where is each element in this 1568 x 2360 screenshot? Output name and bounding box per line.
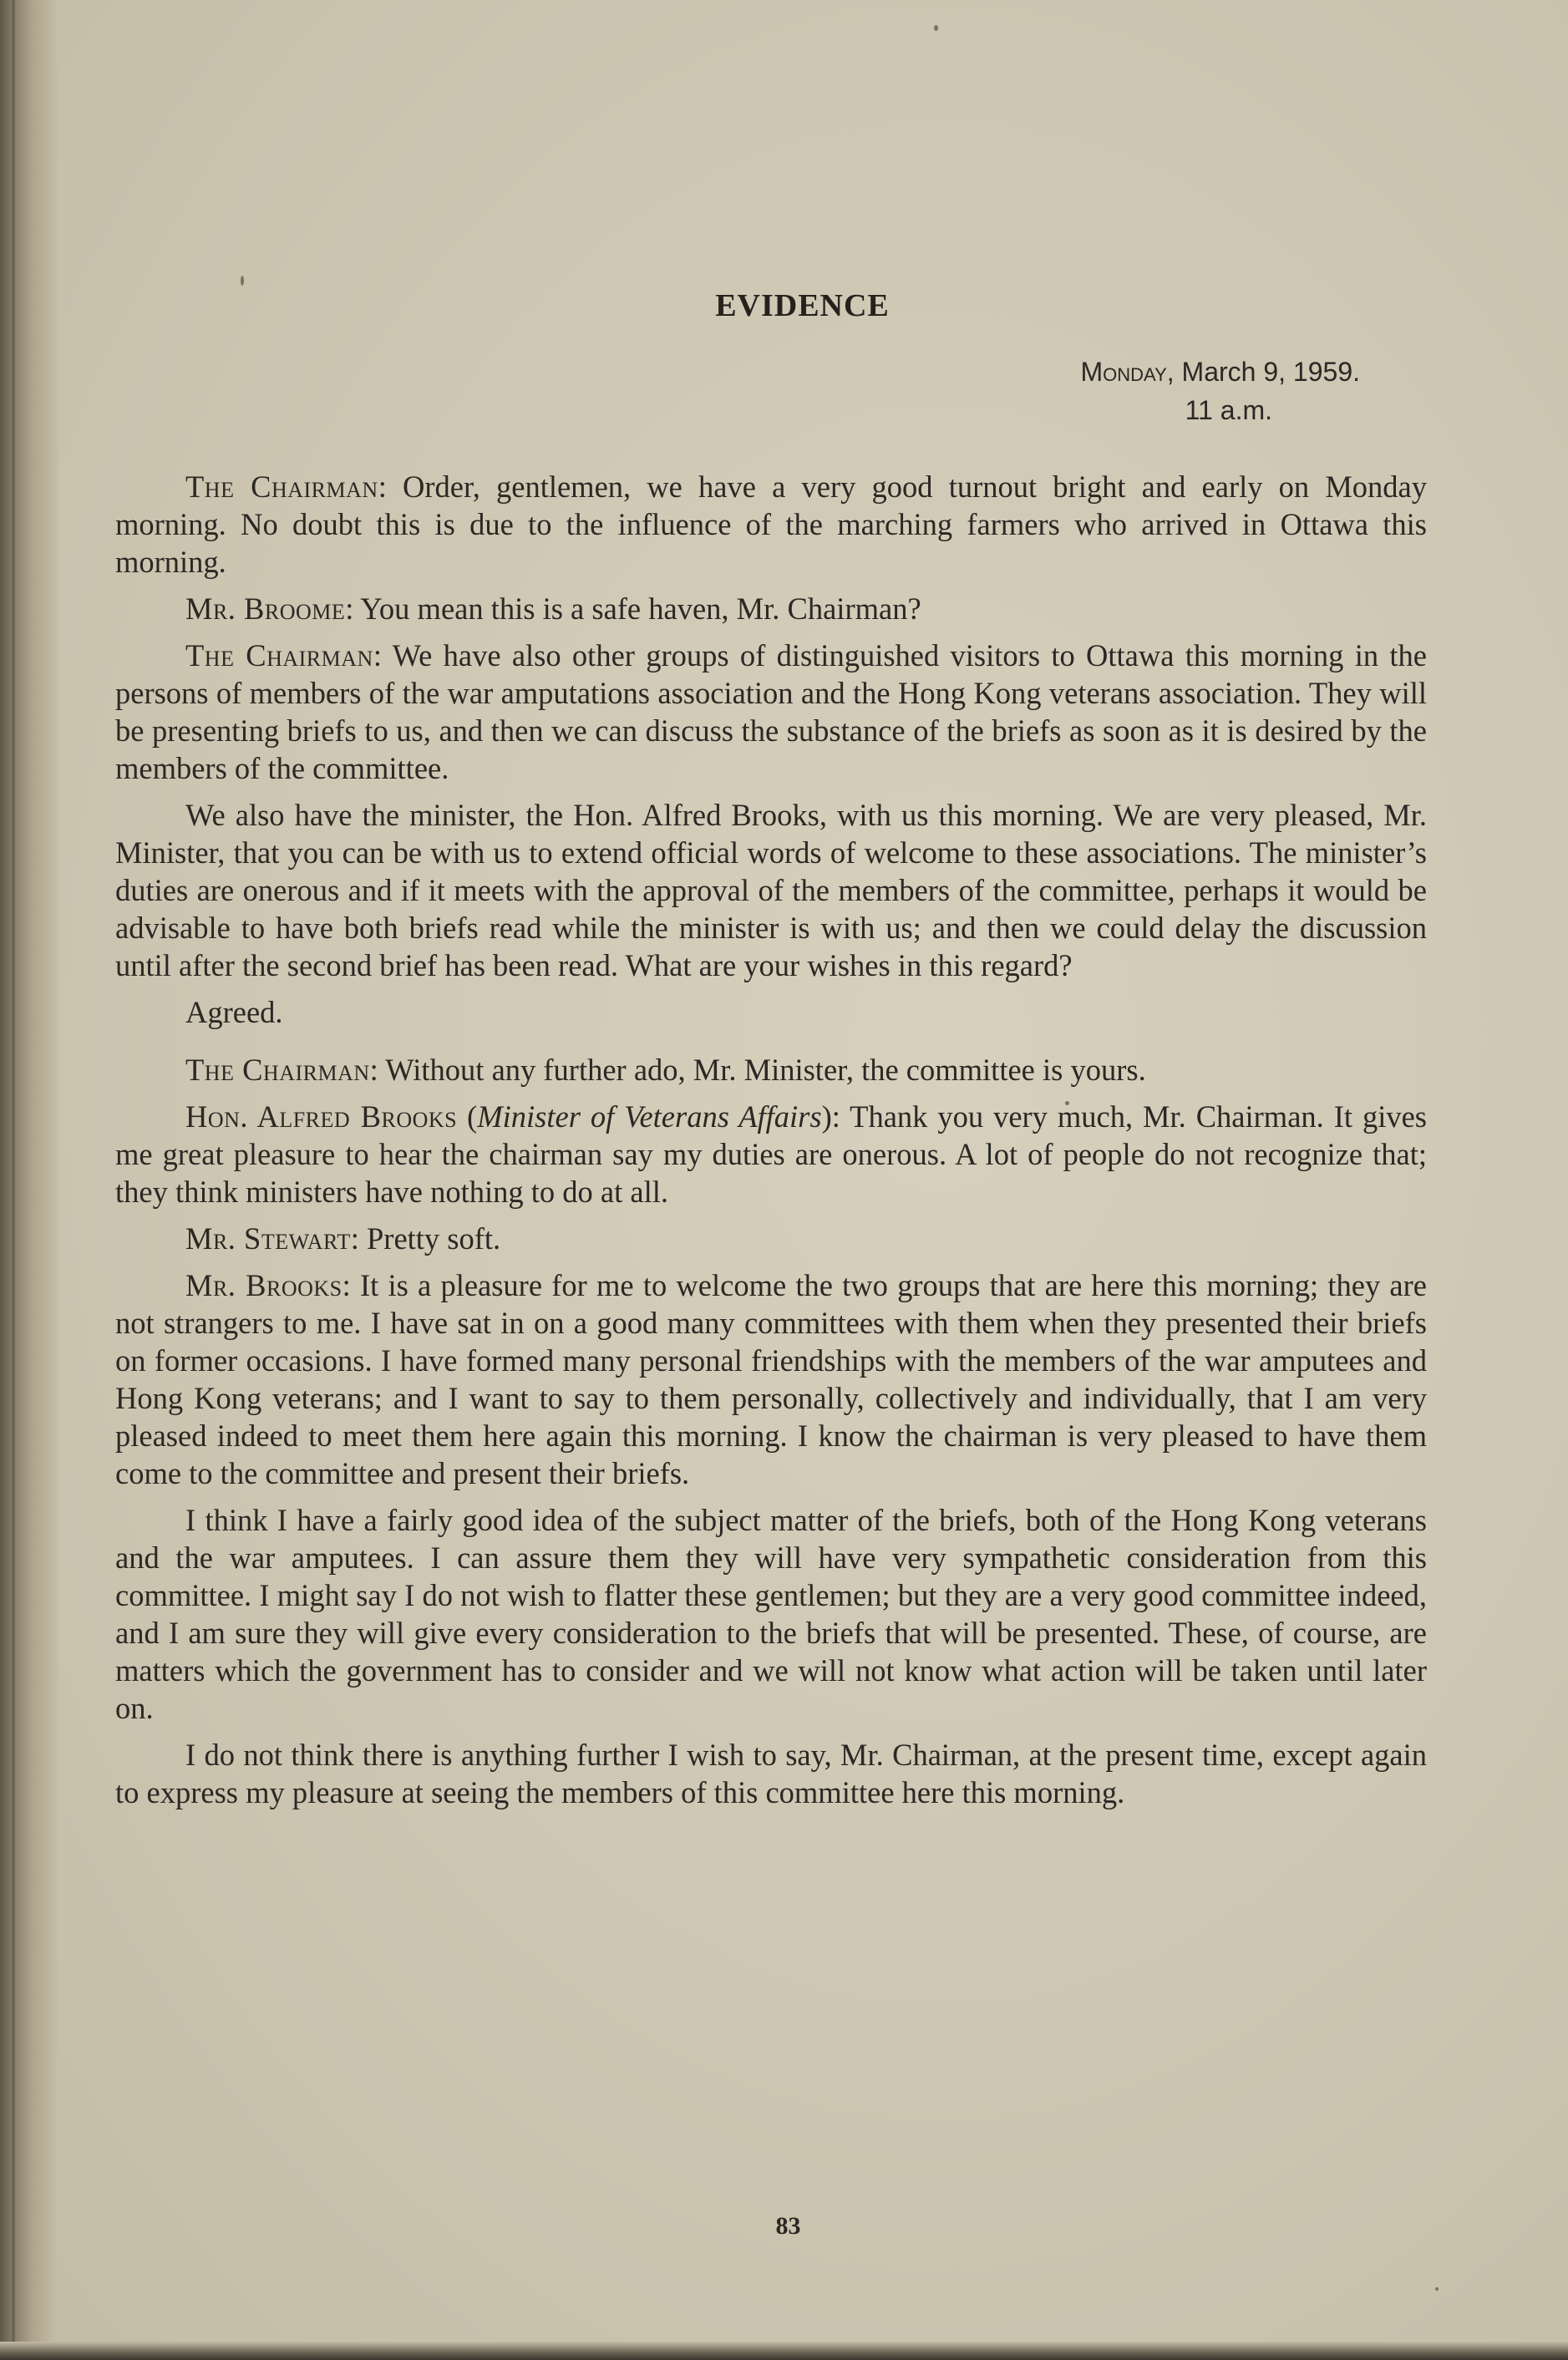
page-bottom-edge (0, 2342, 1568, 2360)
speaker-name: The Chairman (185, 638, 373, 672)
paragraph-text: I think I have a fairly good idea of the subject matter of the briefs, both of the Hong Kong veterans and the war amputees. I can assure them they will have very sympathetic consideration from this committee. I might say I do not wish to flatter these gentlemen; but they are a very good committee indeed, and I am sure they will give every consideration to the briefs that will be presented. These, of course, are matters which the government has to consider and we will not know what action will be taken until later on. (115, 1503, 1427, 1725)
speaker-name: Hon. Alfred Brooks (185, 1099, 458, 1134)
paragraph (115, 1736, 1427, 1811)
binding-shadow (0, 0, 58, 2360)
document-content (115, 276, 1427, 1820)
paragraph (115, 1266, 1427, 1492)
binding-edge (12, 0, 15, 2360)
dateline-time: 11 a.m. (1185, 395, 1272, 425)
paragraph-text: It is a pleasure for me to welcome the two groups that are here this morning; they are not strangers to me. I have sat in on a good many committees with them when they presented their briefs on former occasions. I have formed many personal friendships with the members of the war amputees and Hong Kong veterans; and I want to say to them personally, collectively and individually, that I am very pleased indeed to meet them here again this morning. I know the chairman is very pleased to have them come to the committee and present their briefs. (115, 1268, 1427, 1490)
paragraph (115, 1220, 1427, 1257)
speaker-colon: : (342, 1268, 351, 1302)
speaker-name: The Chairman (185, 1053, 370, 1087)
page-number: 83 (775, 2212, 801, 2240)
dateline-day: Monday (1080, 357, 1167, 387)
section-heading: EVIDENCE (715, 288, 890, 323)
paragraph (115, 1098, 1427, 1210)
paragraph-text: I do not think there is anything further I wish to say, Mr. Chairman, at the present time, except again to express my pleasure at seeing the members of this committee here this morning. (115, 1738, 1427, 1809)
paragraph-text: You mean this is a safe haven, Mr. Chairman? (353, 591, 921, 626)
paper-speck (1435, 2287, 1439, 2291)
paragraph-text: We have also other groups of distinguished visitors to Ottawa this morning in the persons of members of the war amputations association and the Hong Kong veterans association. They will be presenting briefs to us, and then we can discuss the substance of the briefs as soon as it is desired by the members of the committee. (115, 638, 1427, 785)
speaker-colon: : (350, 1221, 359, 1256)
paragraph-text: Order, gentlemen, we have a very good turnout bright and early on Monday morning. No doubt this is due to the influence of the marching farmers who arrived in Ottawa this morning. (115, 469, 1427, 579)
paragraph-text: Pretty soft. (358, 1221, 501, 1256)
speaker-colon: : (378, 469, 387, 504)
paper-speck (934, 25, 938, 31)
transcript-body (115, 468, 1427, 1811)
dateline-date: , March 9, 1959. (1166, 357, 1360, 387)
speaker-name: Mr. Brooks (185, 1268, 343, 1302)
title-close-paren: ): (821, 1099, 840, 1134)
speaker-colon: : (373, 638, 382, 672)
paragraph-text: We also have the minister, the Hon. Alfred Brooks, with us this morning. We are very pleased, Mr. Minister, that you can be with us to extend official words of welcome to these associations. The minister’s duties are onerous and if it meets with the approval of the members of the committee, perhaps it would be advisable to have both briefs read while the minister is with us; and then we could delay the discussion until after the second brief has been read. What are your wishes in this regard? (115, 798, 1427, 982)
paragraph (115, 590, 1427, 627)
paragraph (115, 993, 1427, 1031)
paragraph-text: Without any further ado, Mr. Minister, the committee is yours. (378, 1053, 1146, 1087)
title-open-paren: ( (457, 1099, 478, 1134)
speaker-name: The Chairman (185, 469, 378, 504)
paragraph (115, 1051, 1427, 1089)
speaker-colon: : (369, 1053, 378, 1087)
paragraph (115, 1501, 1427, 1727)
paragraph (115, 468, 1427, 581)
paragraph (115, 796, 1427, 984)
paragraph (115, 637, 1427, 787)
paragraph-text: Agreed. (185, 995, 283, 1029)
paragraph-text: Thank you very much, Mr. Chairman. It gives me great pleasure to hear the chairman say my duties are onerous. A lot of people do not recognize that; they think ministers have nothing to do at all. (115, 1099, 1428, 1209)
speaker-name: Mr. Broome (185, 591, 346, 626)
speaker-name: Mr. Stewart (185, 1221, 351, 1256)
speaker-title: Minister of Veterans Affairs (477, 1099, 822, 1134)
speaker-colon: : (345, 591, 354, 626)
dateline (115, 353, 1427, 391)
